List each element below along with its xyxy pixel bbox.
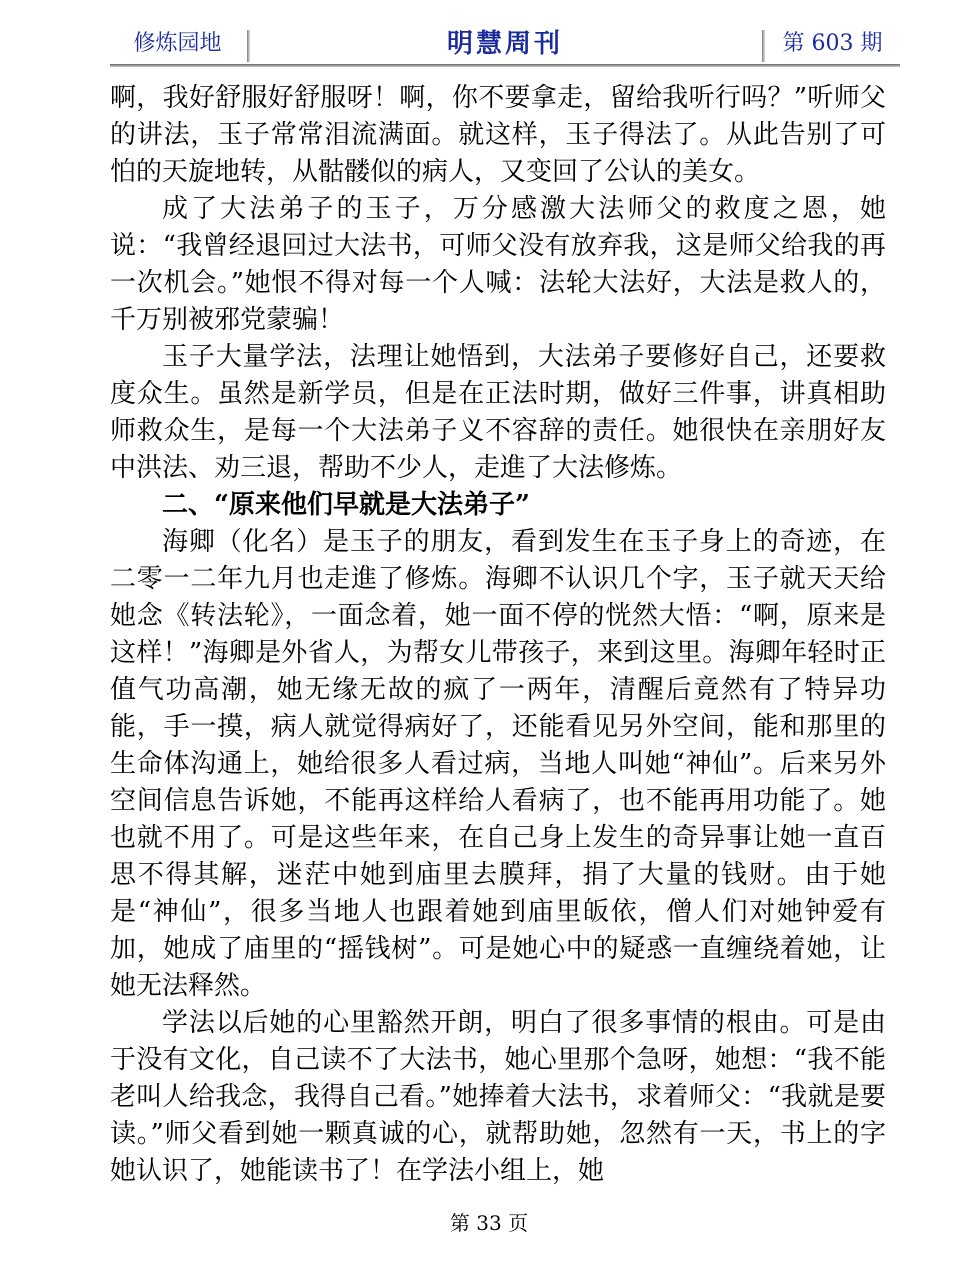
section-name: 修炼园地 bbox=[133, 31, 222, 56]
header-rule bbox=[110, 64, 900, 67]
publication-title: 明慧周刊 bbox=[446, 29, 563, 59]
paragraph: 成了大法弟子的玉子，万分感激大法师父的救度之恩，她说：“我曾经退回过大法书，可师父没有放弃我，这是师父给我的再一次机会。”她恨不得对每一个人喊：法轮大法好，大法是救人的，千万别被邪党蒙骗！ bbox=[110, 194, 886, 335]
issue-number: 第 603 期 bbox=[782, 31, 883, 56]
section-heading: 二、“原来他们早就是大法弟子” bbox=[162, 490, 530, 520]
page-number: 第 33 页 bbox=[449, 1211, 529, 1235]
page-header bbox=[110, 22, 900, 68]
article-body bbox=[110, 80, 886, 1190]
paragraph: 海卿（化名）是玉子的朋友，看到发生在玉子身上的奇迹，在二零一二年九月也走進了修炼。海卿不认识几个字，玉子就天天给她念《转法轮》，一面念着，她一面不停的恍然大悟：“啊，原来是这样！”海卿是外省人，为帮女儿带孩子，来到这里。海卿年轻时正值气功高潮，她无缘无故的疯了一两年，清醒后竟然有了特异功能，手一摸，病人就觉得病好了，还能看见另外空间，能和那里的生命体沟通上，她给很多人看过病，当地人叫她“神仙”。后来另外空间信息告诉她，不能再这样给人看病了，也不能再用功能了。她也就不用了。可是这些年来，在自己身上发生的奇异事让她一直百思不得其解，迷茫中她到庙里去膜拜，捐了大量的钱财。由于她是“神仙”，很多当地人也跟着她到庙里皈依，僧人们对她钟爱有加，她成了庙里的“摇钱树”。可是她心中的疑惑一直缠绕着她，让她无法释然。 bbox=[110, 527, 886, 1001]
paragraph: 学法以后她的心里豁然开朗，明白了很多事情的根由。可是由于没有文化，自己读不了大法书，她心里那个急呀，她想：“我不能老叫人给我念，我得自己看。”她捧着大法书，求着师父：“我就是要读。”师父看到她一颗真诚的心，就帮助她，忽然有一天，书上的字她认识了，她能读书了！在学法小组上，她 bbox=[110, 1008, 886, 1186]
paragraph-continued: 啊，我好舒服好舒服呀！啊，你不要拿走，留给我听行吗？”听师父的讲法，玉子常常泪流满面。就这样，玉子得法了。从此告别了可怕的天旋地转，从骷髅似的病人，又变回了公认的美女。 bbox=[110, 83, 886, 187]
paragraph: 玉子大量学法，法理让她悟到，大法弟子要修好自己，还要救度众生。虽然是新学员，但是在正法时期，做好三件事，讲真相助师救众生，是每一个大法弟子义不容辞的责任。她很快在亲朋好友中洪法、劝三退，帮助不少人，走進了大法修炼。 bbox=[110, 342, 886, 483]
